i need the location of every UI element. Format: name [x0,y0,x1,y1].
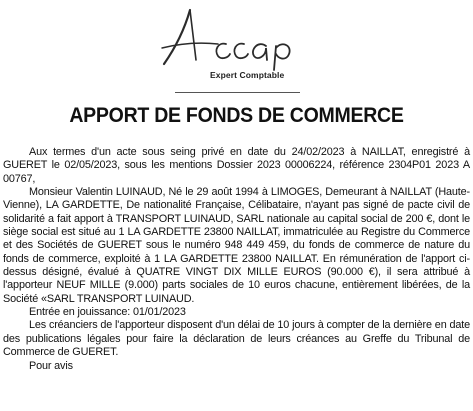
paragraph-sign-off: Pour avis [29,359,73,372]
notice-title: APPORT DE FONDS DE COMMERCE [69,104,404,127]
logo-tagline: Expert Comptable [210,70,285,80]
accap-wordmark-graphic [148,4,328,74]
paragraph-contribution: Monsieur Valentin LUINAUD, Né le 29 août 1994 à LIMOGES, Demeurant à NAILLAT (Haute-Vienne), LA GARDETTE, De nationalité Française, Célibataire, n'ayant pas signé de pacte civil de solidarité a fait apport à TRANSPORT LUINAUD, SARL nationale au capital social de 200 €, dont le siège social est situé au 1 LA GARDETTE 23800 NAILLAT, immatriculée au Registre du Commerce et des Sociétés de GUERET sous le numéro 948 449 459, du fonds de commerce de nature du fonds de commerce, exploité à 1 LA GARDETTE 23800 NAILLAT. En rémunération de l'apport ci-dessus désigné, évalué à QUATRE VINGT DIX MILLE EUROS (90.000 €), il sera attribué à l'apporteur NEUF MILLE (9.000) parts sociales de 10 euros chacune, entièrement libérées, de la Société «SARL TRANSPORT LUINAUD. [3,186,470,305]
paragraph-creditors: Les créanciers de l'apporteur disposent d'un délai de 10 jours à compter de la dernière en date des publications légales pour faire la déclaration de leurs créances au Greffe du Tribunal de Commerce de GUERET. [3,319,470,359]
paragraph-deed: Aux termes d'un acte sous seing privé en date du 24/02/2023 à NAILLAT, enregistré à GUERET le 02/05/2023, sous les mentions Dossier 2023 00006224, référence 2304P01 2023 A 00767, [3,146,470,185]
divider-rule [175,92,300,93]
notice-body [3,146,470,373]
paragraph-entry-date: Entrée en jouissance: 01/01/2023 [29,306,186,319]
accap-logo [148,4,328,88]
